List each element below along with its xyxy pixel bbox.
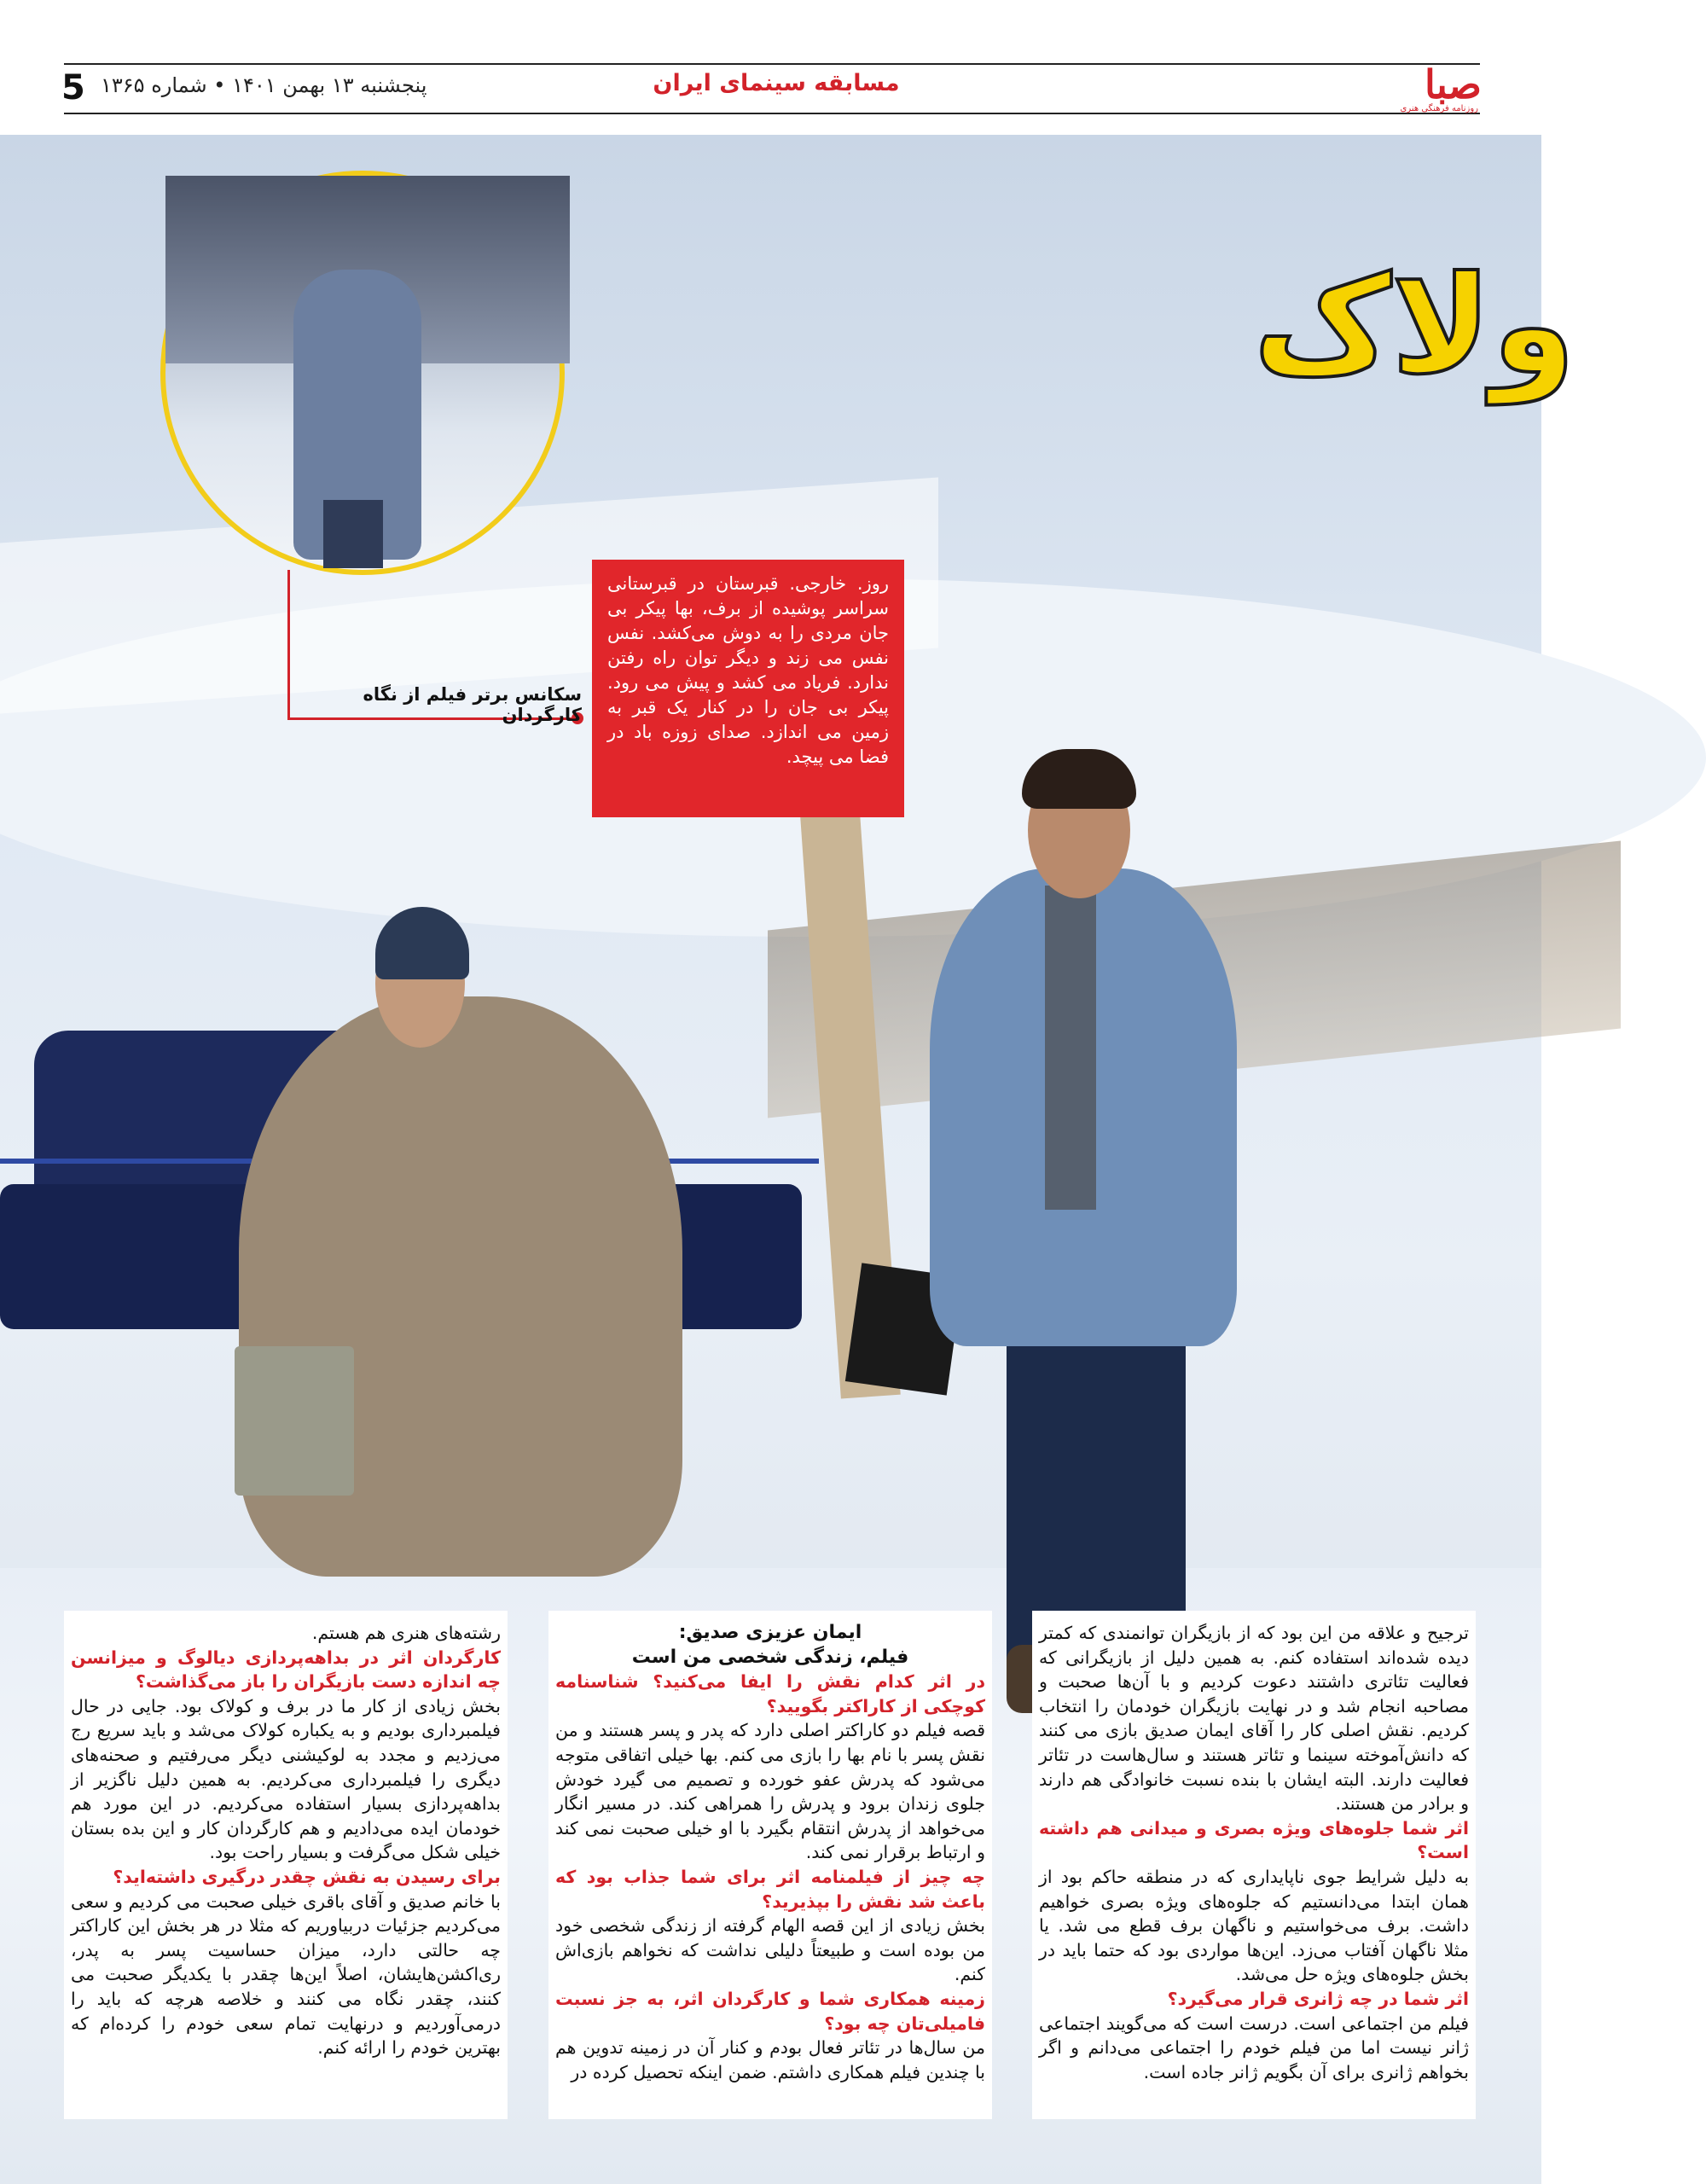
interview-subtitle: فیلم، زندگی شخصی من است: [631, 1646, 909, 1668]
question: کارگردان اثر در بداهه‌پردازی دیالوگ و میزانسن چه اندازه دست بازیگران را باز می‌گذاشت؟: [71, 1647, 501, 1693]
page-number: 5: [61, 68, 85, 107]
header-rule-top: [64, 63, 1480, 65]
man2-hair: [1022, 749, 1136, 809]
question: اثر شما در چه ژانری قرار می‌گیرد؟: [1167, 1988, 1469, 2009]
paragraph: بخش زیادی از این قصه الهام گرفته از زندگی شخصی خود من بوده است و طبیعتاً دلیلی نداشت که نخواهم بازی‌اش کنم.: [555, 1915, 985, 1985]
interview-title: ایمان عزیزی صدیق:: [678, 1622, 862, 1643]
question: برای رسیدن به نقش چقدر درگیری داشته‌اید؟: [113, 1866, 501, 1887]
scene-description-box: روز. خارجی. قبرستان در قبرستانی سراسر پوشیده از برف، بها پیکر بی جان مردی را به دوش می‌کشد. نفس نفس می زند و دیگر توان راه رفتن ندارد. فریاد می کشد و پیش می رود. پیکر بی جان را در کنار یک قبر به زمین می اندازد. صدای زوزه باد در فضا می پیچد.: [592, 560, 904, 817]
section-title: مسابقه سینمای ایران: [653, 70, 900, 96]
paragraph: با خانم صدیق و آقای باقری خیلی صحبت می کردیم و سعی می‌کردیم جزئیات دربیاوریم که مثلا در هر بخش این کاراکتر چه حالتی دارد، میزان حساسیت پسر به پدر، ری‌اکشن‌هایشان، اصلاً این‌ها چقدر با یکدیگر صحبت می کنند، چقدر نگاه می کنند و خلاصه هرچه که باید را درمی‌آوردیم و درنهایت تمام سعی خودم را کرده‌ام که بهترین خودم را ارائه کنم.: [71, 1891, 501, 2059]
paragraph: به دلیل شرایط جوی ناپایداری که در منطقه حاکم بود از همان ابتدا می‌دانستیم که جلوه‌های ویژه بصری خواهیم داشت. برف می‌خواستیم و ناگهان برف قطع می شد. یا مثلا ناگهان آفتاب می‌زد. این‌ها مواردی بود که حتما باید در بخش جلوه‌های ویژه حل می‌شد.: [1039, 1866, 1469, 1985]
question: چه چیز از فیلمنامه اثر برای شما جذاب بود که باعث شد نقش را بپذیرید؟: [555, 1866, 985, 1912]
page-header: [0, 0, 1541, 135]
article-column-middle: [548, 1611, 992, 2119]
metal-bucket: [235, 1346, 354, 1496]
logo-subtitle: روزنامه فرهنگی هنری: [1400, 104, 1478, 113]
paragraph: رشته‌های هنری هم هستم.: [311, 1623, 501, 1643]
paragraph: فیلم من اجتماعی است. درست است که می‌گویند اجتماعی ژانر نیست اما من فیلم خودم را اجتماعی می‌دانم و اگر بخواهم ژانری برای آن بگویم ژانر جاده است.: [1039, 2013, 1469, 2082]
paragraph: قصه فیلم دو کاراکتر اصلی دارد که پدر و پسر هستند و من نقش پسر با نام بها را بازی می کنم. بها خیلی اتفاقی متوجه می‌شود که پدرش عفو خورده و تصمیم می گیرد خودش جلوی زندان برود و پدرش را همراهی کند. در مسیر انگار می‌خواهد از پدرش انتقام بگیرد با او خیلی صحبت نمی کند و ارتباط برقرار نمی کند.: [555, 1720, 985, 1863]
inset-caption: سکانس برتر فیلم از نگاه کارگردان: [363, 684, 582, 725]
paragraph: بخش زیادی از کار ما در برف و کولاک بود. جایی در حال فیلمبرداری بودیم و به یکباره کولاک می‌شد و باید سریع رج می‌زدیم و مجدد به لوکیشنی دیگر می‌رفتیم و صحنه‌های دیگری را فیلمبرداری می‌کردیم. به همین دلیل ناگزیر از بداهه‌پردازی بسیار استفاده می‌کردیم. در این مورد هم خودمان ایده می‌دادیم و هم کارگردان کار و این بده بستان خیلی شکل می‌گرفت و بسیار راحت بود.: [71, 1695, 501, 1863]
header-rule-bottom: [64, 113, 1480, 114]
headline: ولاک: [1253, 247, 1575, 404]
date-issue: پنجشنبه ۱۳ بهمن ۱۴۰۱ • شماره ۱۳۶۵: [101, 73, 427, 97]
article-column-left: [64, 1611, 508, 2119]
question: در اثر کدام نقش را ایفا می‌کنید؟ شناسنامه کوچکی از کاراکتر بگویید؟: [555, 1671, 985, 1716]
inset-photo-circle: [160, 171, 565, 575]
man2-scarf: [1045, 886, 1096, 1210]
question: اثر شما جلوه‌های ویژه بصری و میدانی هم داشته است؟: [1039, 1817, 1469, 1863]
connector-line-vertical: [287, 570, 290, 720]
inset-figure-legs: [323, 500, 383, 568]
paragraph: من سال‌ها در تئاتر فعال بودم و کنار آن در زمینه تدوین هم با چندین فیلم همکاری داشتم. ضمن اینکه تحصیل کرده در: [555, 2037, 985, 2082]
question: زمینه همکاری شما و کارگردان اثر، به جز نسبت فامیلی‌تان چه بود؟: [555, 1988, 985, 2034]
article-column-right: [1032, 1611, 1476, 2119]
paragraph: ترجیح و علاقه من این بود که از بازیگران توانمندی که کمتر دیده شده‌اند استفاده کنم. به همین دلیل از بازیگرانی که فعالیت تئاتری داشتند دعوت کردیم و با آن‌ها صحبت و مصاحبه انجام شد و در نهایت بازیگران خودمان را انتخاب کردیم. نقش اصلی کار را آقای ایمان صدیق بازی می کنند که دانش‌آموخته سینما و تئاتر هستند و سال‌هاست در تئاتر فعالیت دارند. البته ایشان با بنده نسبت خانوادگی هم دارند و برادر من هستند.: [1039, 1623, 1469, 1815]
newspaper-logo: صبا: [1425, 61, 1482, 107]
